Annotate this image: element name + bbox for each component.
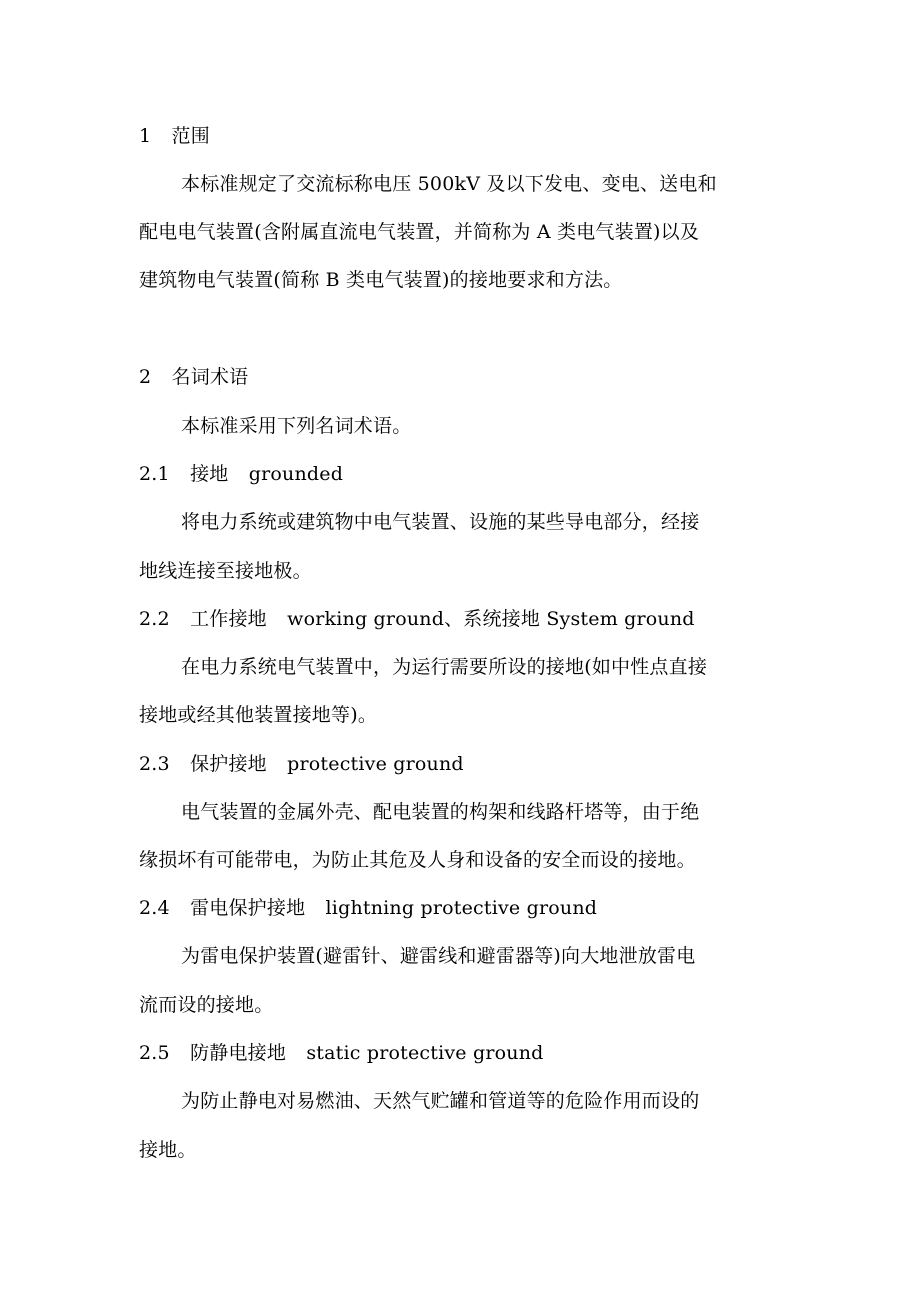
term-number: 2.5 xyxy=(139,1042,170,1064)
term-cn: 工作接地 xyxy=(190,608,267,630)
term-number: 2.4 xyxy=(139,897,170,919)
term-cn: 接地 xyxy=(190,463,229,485)
term-en: protective ground xyxy=(287,753,464,775)
term-en: lightning protective ground xyxy=(325,897,598,919)
term-heading xyxy=(139,607,695,631)
paragraph-line: 流而设的接地。 xyxy=(139,994,274,1016)
term-number: 2.2 xyxy=(139,608,170,630)
paragraph-line: 在电力系统电气装置中，为运行需要所设的接地(如中性点直接 xyxy=(181,656,708,678)
section-title: 范围 xyxy=(171,125,210,147)
term-heading xyxy=(139,896,597,920)
term-number: 2.3 xyxy=(139,753,170,775)
paragraph-line: 缘损坏有可能带电，为防止其危及人身和设备的安全而设的接地。 xyxy=(139,849,696,871)
term-en: static protective ground xyxy=(306,1042,544,1064)
term-heading xyxy=(139,462,343,486)
term-heading xyxy=(139,752,464,776)
paragraph-line: 为雷电保护装置(避雷针、避雷线和避雷器等)向大地泄放雷电 xyxy=(181,945,696,967)
section-heading xyxy=(139,124,210,148)
paragraph-line: 接地或经其他装置接地等)。 xyxy=(139,704,378,726)
paragraph-line: 电气装置的金属外壳、配电装置的构架和线路杆塔等，由于绝 xyxy=(181,801,700,823)
term-cn: 防静电接地 xyxy=(190,1042,287,1064)
paragraph-line: 建筑物电气装置(简称 B 类电气装置)的接地要求和方法。 xyxy=(139,269,623,291)
section-number: 1 xyxy=(139,125,152,147)
term-cn: 雷电保护接地 xyxy=(190,897,306,919)
section-heading xyxy=(139,365,248,389)
paragraph-line: 将电力系统或建筑物中电气装置、设施的某些导电部分，经接 xyxy=(181,511,700,533)
term-heading xyxy=(139,1041,544,1065)
term-en: working ground、系统接地 System ground xyxy=(287,608,695,630)
term-number: 2.1 xyxy=(139,463,170,485)
section-number: 2 xyxy=(139,366,152,388)
term-en: grounded xyxy=(248,463,344,485)
term-cn: 保护接地 xyxy=(190,753,267,775)
paragraph-line: 地线连接至接地极。 xyxy=(139,560,312,582)
section-title: 名词术语 xyxy=(171,366,249,388)
paragraph-line: 配电电气装置(含附属直流电气装置，并简称为 A 类电气装置)以及 xyxy=(139,221,700,243)
paragraph-line: 接地。 xyxy=(139,1139,197,1161)
paragraph-line: 本标准采用下列名词术语。 xyxy=(181,415,412,437)
paragraph-line: 本标准规定了交流标称电压 500kV 及以下发电、变电、送电和 xyxy=(181,173,717,195)
paragraph-line: 为防止静电对易燃油、天然气贮罐和管道等的危险作用而设的 xyxy=(181,1090,700,1112)
